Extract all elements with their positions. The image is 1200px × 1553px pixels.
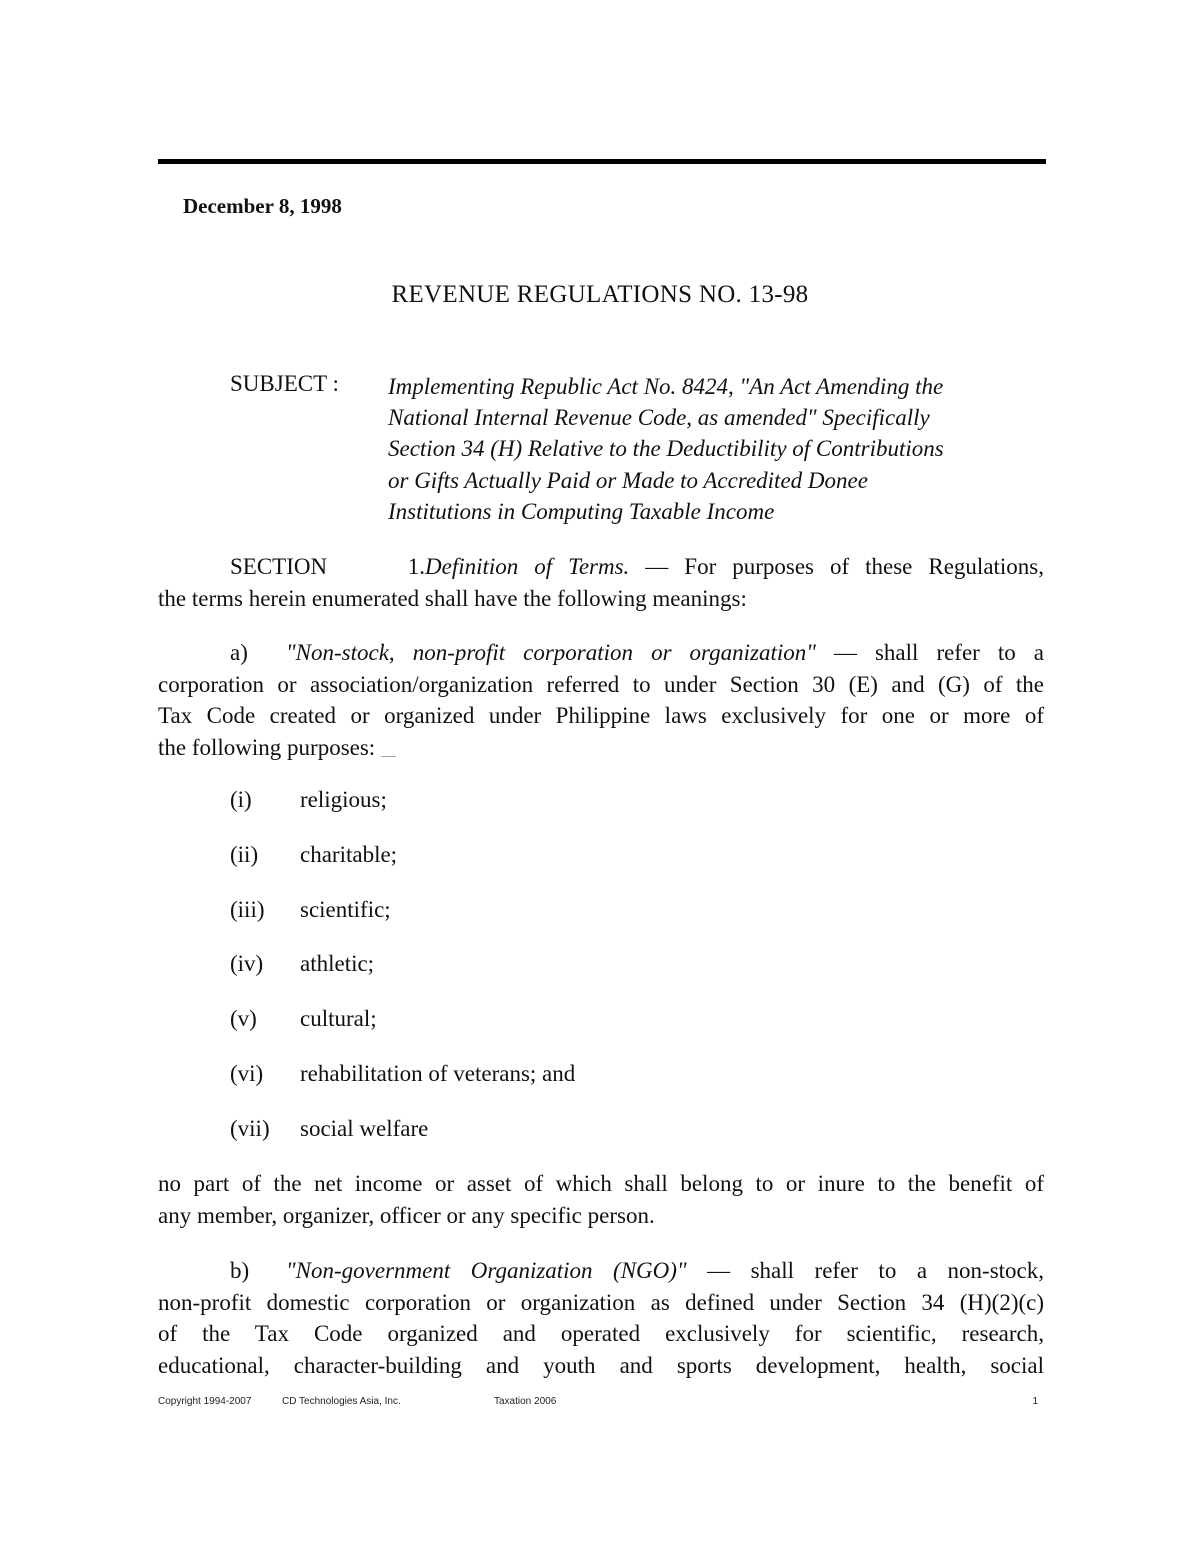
paragraph-line: Tax Code created or organized under Philippine laws exclusively for one or more of bbox=[158, 703, 1044, 728]
paragraph-line: SECTION 1.Definition of Terms. — For purposes of these Regulations, bbox=[158, 551, 1044, 583]
paragraph-line: no part of the net income or asset of which shall belong to or inure to the benefit of bbox=[158, 1171, 1044, 1196]
footer-publication: Taxation 2006 bbox=[494, 1396, 557, 1407]
scan-mark: ___ bbox=[381, 746, 397, 758]
subject-line: National Internal Revenue Code, as amended" Specifically bbox=[388, 405, 930, 431]
paragraph-line: of the Tax Code organized and operated exclusively for scientific, research, bbox=[158, 1321, 1044, 1346]
paragraph-line: corporation or association/organization referred to under Section 30 (E) and (G) of the bbox=[158, 671, 1044, 697]
defined-term: "Non-stock, non-profit corporation or organization" bbox=[286, 640, 816, 665]
list-item: (vii) social welfare bbox=[230, 1116, 429, 1141]
defined-term: "Non-government Organization (NGO)" bbox=[286, 1258, 687, 1283]
section-1-paragraph bbox=[158, 551, 1044, 614]
list-item: (vi) rehabilitation of veterans; and bbox=[230, 1061, 576, 1086]
footer-copyright: Copyright 1994-2007 bbox=[158, 1396, 252, 1407]
page-number: 1 bbox=[1032, 1396, 1038, 1407]
subject-line: Section 34 (H) Relative to the Deductibility of Contributions bbox=[388, 436, 944, 462]
subject-line: Institutions in Computing Taxable Income bbox=[388, 498, 775, 524]
document-title: REVENUE REGULATIONS NO. 13-98 bbox=[391, 281, 809, 308]
list-item: (v) cultural; bbox=[230, 1006, 377, 1031]
footer-company: CD Technologies Asia, Inc. bbox=[282, 1396, 401, 1407]
after-list-paragraph bbox=[158, 1168, 1044, 1231]
definition-a-paragraph bbox=[158, 637, 1044, 768]
section-heading: Definition of Terms. bbox=[425, 554, 630, 579]
paragraph-line: educational, character-building and youth and sports development, health, social bbox=[158, 1352, 1044, 1378]
subject-text bbox=[388, 371, 1048, 527]
item-label: a) bbox=[230, 640, 248, 665]
definition-b-paragraph bbox=[158, 1255, 1044, 1381]
paragraph-line: the following purposes: ___ bbox=[158, 734, 397, 760]
subject-line: Implementing Republic Act No. 8424, "An Act Amending the bbox=[388, 374, 944, 399]
list-item: (iii) scientific; bbox=[230, 897, 391, 922]
paragraph-line: the terms herein enumerated shall have the following meanings: bbox=[158, 585, 747, 611]
paragraph-line: non-profit domestic corporation or organization as defined under Section 34 (H)(2)(c) bbox=[158, 1289, 1044, 1315]
item-label: b) bbox=[230, 1258, 250, 1283]
subject-line: or Gifts Actually Paid or Made to Accredited Donee bbox=[388, 467, 868, 493]
paragraph-line: any member, organizer, officer or any specific person. bbox=[158, 1202, 655, 1228]
list-item: (iv) athletic; bbox=[230, 951, 375, 976]
list-item: (i) religious; bbox=[230, 787, 387, 812]
header-rule bbox=[158, 159, 1046, 164]
section-number: SECTION 1. bbox=[230, 554, 425, 579]
subject-label: SUBJECT : bbox=[230, 371, 339, 396]
document-date: December 8, 1998 bbox=[183, 194, 342, 218]
paragraph-line: a) "Non-stock, non-profit corporation or organization" — shall refer to a bbox=[158, 637, 1044, 669]
list-item: (ii) charitable; bbox=[230, 842, 398, 867]
paragraph-line: b) "Non-government Organization (NGO)" — shall refer to a non-stock, bbox=[158, 1255, 1044, 1287]
